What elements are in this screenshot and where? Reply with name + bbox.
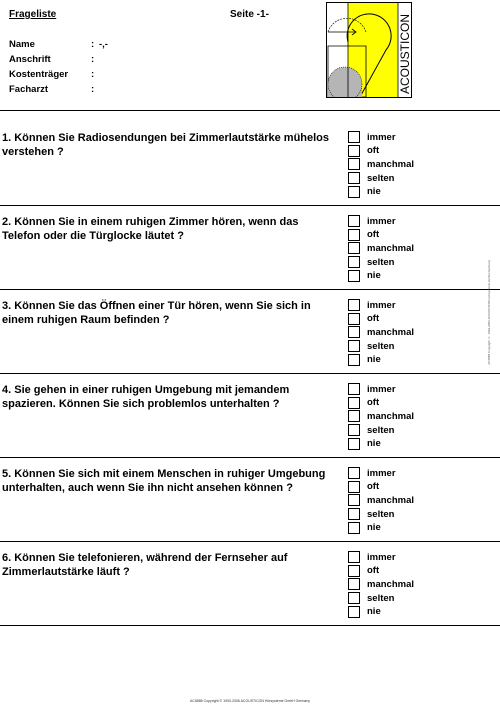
field-colon-facharzt: :: [91, 84, 95, 95]
checkbox[interactable]: [348, 172, 360, 184]
question-2-option-immer[interactable]: [348, 215, 396, 227]
field-label-kostentraeger: Kostenträger: [9, 69, 69, 80]
question-divider: [0, 205, 500, 206]
header-divider: [0, 110, 500, 111]
checkbox[interactable]: [348, 229, 360, 241]
checkbox[interactable]: [348, 551, 360, 563]
field-colon-anschrift: :: [91, 54, 95, 65]
question-1-option-manchmal[interactable]: [348, 158, 414, 170]
checkbox[interactable]: [348, 326, 360, 338]
option-label: oft: [367, 565, 380, 577]
form-title: Frageliste: [9, 9, 57, 20]
question-1-text: 1. Können Sie Radiosendungen bei Zimmerlautstärke mühelos verstehen ?: [2, 132, 330, 158]
question-4-text: 4. Sie gehen in einer ruhigen Umgebung mit jemandem spazieren. Können Sie sich problemlos unterhalten ?: [2, 384, 290, 410]
question-2-option-nie[interactable]: [348, 270, 381, 282]
checkbox[interactable]: [348, 481, 360, 493]
option-label: immer: [367, 215, 396, 227]
option-label: nie: [367, 606, 381, 618]
question-2-option-manchmal[interactable]: [348, 242, 414, 254]
question-3-text: 3. Können Sie das Öffnen einer Tür hören, wenn Sie sich in einem ruhigen Raum befinden ?: [2, 300, 311, 326]
question-3-option-oft[interactable]: [348, 313, 379, 325]
question-5-option-oft[interactable]: [348, 481, 379, 493]
question-4-option-selten[interactable]: [348, 424, 394, 436]
checkbox[interactable]: [348, 592, 360, 604]
checkbox[interactable]: [348, 397, 360, 409]
checkbox[interactable]: [348, 410, 360, 422]
option-label: nie: [367, 438, 381, 450]
option-label: immer: [367, 551, 396, 563]
question-3-option-manchmal[interactable]: [348, 326, 414, 338]
checkbox[interactable]: [348, 186, 360, 198]
option-label: nie: [367, 522, 381, 534]
option-label: manchmal: [367, 326, 414, 338]
question-4-option-oft[interactable]: [348, 397, 379, 409]
option-label: selten: [367, 256, 395, 268]
question-5-option-manchmal[interactable]: [348, 494, 414, 506]
question-6-text: 6. Können Sie telefonieren, während der Fernseher auf Zimmerlautstärke läuft ?: [2, 552, 288, 578]
question-2-option-selten[interactable]: [348, 256, 394, 268]
option-label: immer: [367, 131, 396, 143]
option-label: selten: [367, 592, 395, 604]
field-value-name[interactable]: -,-: [99, 39, 108, 50]
option-label: oft: [367, 313, 380, 325]
option-label: manchmal: [367, 242, 414, 254]
option-label: nie: [367, 354, 381, 366]
question-1-option-immer[interactable]: [348, 131, 396, 143]
question-6-option-immer[interactable]: [348, 551, 396, 563]
side-copyright: AC6888 Copyright © 1993-2006 ACOUSTICON Hörsysteme GmbH Germany: [487, 260, 491, 365]
question-divider: [0, 457, 500, 458]
option-label: selten: [367, 340, 395, 352]
option-label: manchmal: [367, 494, 414, 506]
checkbox[interactable]: [348, 438, 360, 450]
question-4-option-manchmal[interactable]: [348, 410, 414, 422]
question-6-option-selten[interactable]: [348, 592, 394, 604]
checkbox[interactable]: [348, 467, 360, 479]
checkbox[interactable]: [348, 299, 360, 311]
checkbox[interactable]: [348, 578, 360, 590]
checkbox[interactable]: [348, 270, 360, 282]
question-6-option-nie[interactable]: [348, 606, 381, 618]
question-divider: [0, 625, 500, 626]
checkbox[interactable]: [348, 354, 360, 366]
question-3-option-selten[interactable]: [348, 340, 394, 352]
option-label: immer: [367, 383, 396, 395]
checkbox[interactable]: [348, 131, 360, 143]
option-label: oft: [367, 229, 380, 241]
checkbox[interactable]: [348, 145, 360, 157]
question-2-text: 2. Können Sie in einem ruhigen Zimmer hören, wenn das Telefon oder die Türglocke läutet ?: [2, 216, 299, 242]
checkbox[interactable]: [348, 242, 360, 254]
question-2-option-oft[interactable]: [348, 229, 379, 241]
option-label: nie: [367, 270, 381, 282]
checkbox[interactable]: [348, 565, 360, 577]
option-label: oft: [367, 397, 380, 409]
option-label: immer: [367, 299, 396, 311]
option-label: nie: [367, 186, 381, 198]
option-label: manchmal: [367, 158, 414, 170]
field-colon-name: :: [91, 39, 95, 50]
question-1-option-oft[interactable]: [348, 145, 379, 157]
question-3-option-immer[interactable]: [348, 299, 396, 311]
question-6-option-oft[interactable]: [348, 565, 379, 577]
question-divider: [0, 289, 500, 290]
field-label-facharzt: Facharzt: [9, 84, 49, 95]
checkbox[interactable]: [348, 158, 360, 170]
question-divider: [0, 541, 500, 542]
option-label: manchmal: [367, 410, 414, 422]
logo-text: ACOUSTICON: [398, 13, 412, 94]
question-1-option-selten[interactable]: [348, 172, 394, 184]
checkbox[interactable]: [348, 494, 360, 506]
option-label: selten: [367, 172, 395, 184]
question-5-text: 5. Können Sie sich mit einem Menschen in ruhiger Umgebung unterhalten, auch wenn Sie ihn nicht ansehen können ?: [2, 468, 326, 494]
question-4-option-nie[interactable]: [348, 438, 381, 450]
checkbox[interactable]: [348, 383, 360, 395]
field-label-anschrift: Anschrift: [9, 54, 51, 65]
checkbox[interactable]: [348, 606, 360, 618]
option-label: oft: [367, 145, 380, 157]
question-5-option-nie[interactable]: [348, 522, 381, 534]
footer-copyright: AC6888 Copyright © 1993-2006 ACOUSTICON Hörsysteme GmbH Germany: [189, 699, 311, 703]
question-4-option-immer[interactable]: [348, 383, 396, 395]
page-number: Seite -1-: [230, 9, 269, 20]
checkbox[interactable]: [348, 508, 360, 520]
field-colon-kostentraeger: :: [91, 69, 95, 80]
checkbox[interactable]: [348, 522, 360, 534]
acousticon-logo: [326, 2, 412, 98]
question-1-option-nie[interactable]: [348, 186, 381, 198]
checkbox[interactable]: [348, 424, 360, 436]
checkbox[interactable]: [348, 256, 360, 268]
option-label: immer: [367, 467, 396, 479]
checkbox[interactable]: [348, 340, 360, 352]
checkbox[interactable]: [348, 313, 360, 325]
checkbox[interactable]: [348, 215, 360, 227]
option-label: manchmal: [367, 578, 414, 590]
question-3-option-nie[interactable]: [348, 354, 381, 366]
question-5-option-immer[interactable]: [348, 467, 396, 479]
option-label: selten: [367, 424, 395, 436]
option-label: oft: [367, 481, 380, 493]
question-6-option-manchmal[interactable]: [348, 578, 414, 590]
question-5-option-selten[interactable]: [348, 508, 394, 520]
question-divider: [0, 373, 500, 374]
field-label-name: Name: [9, 39, 35, 50]
option-label: selten: [367, 508, 395, 520]
